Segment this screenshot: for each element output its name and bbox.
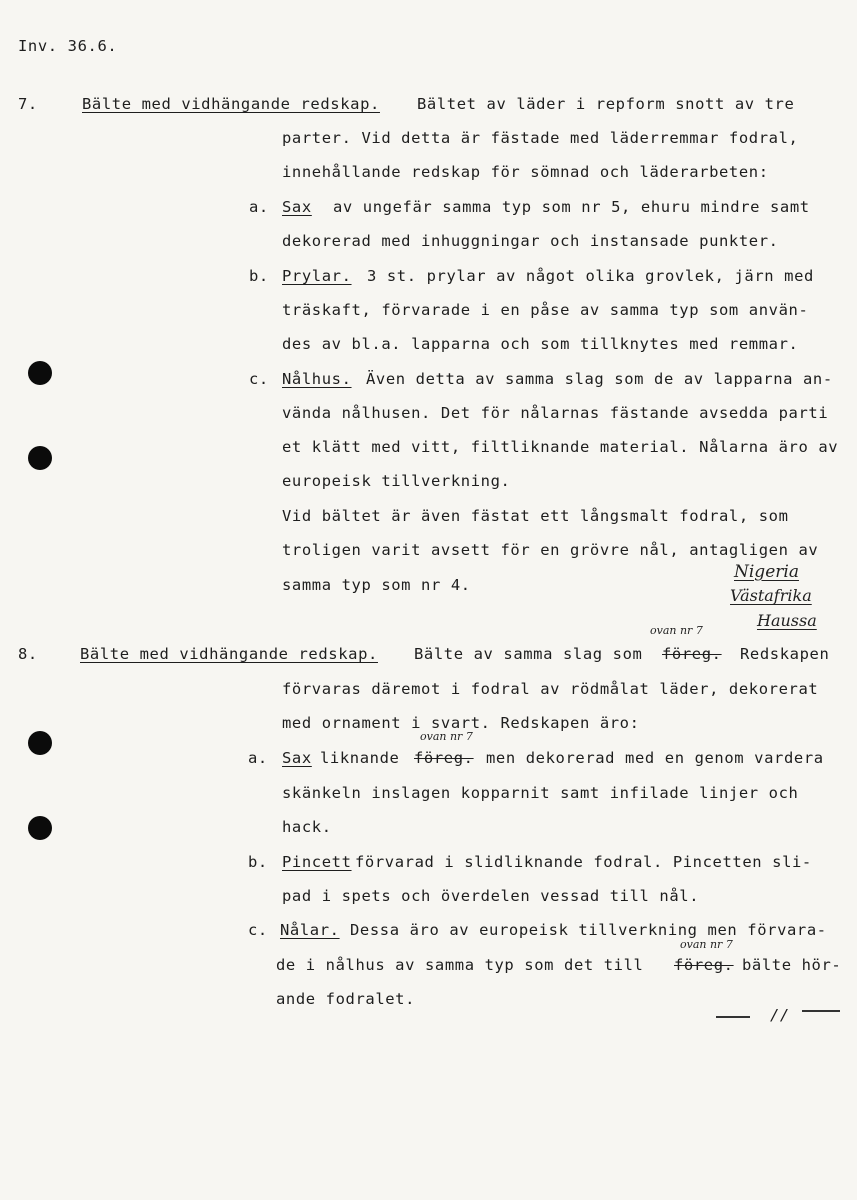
text-line: parter. Vid detta är fästade med läderremmar fodral, bbox=[282, 129, 799, 147]
text-line: 3 st. prylar av något olika grovlek, järn med bbox=[367, 267, 814, 285]
handwritten-annotation: Västafrika bbox=[730, 586, 812, 605]
struck-text: föreg. bbox=[414, 749, 474, 767]
end-dash bbox=[716, 1016, 750, 1018]
punch-hole bbox=[28, 361, 52, 385]
text-line: dekorerad med inhuggningar och instansade punkter. bbox=[282, 232, 779, 250]
text-line: Dessa äro av europeisk tillverkning men förvara- bbox=[350, 921, 827, 939]
handwritten-annotation: Nigeria bbox=[734, 562, 799, 582]
entry-heading: Bälte med vidhängande redskap. bbox=[82, 95, 380, 113]
text-line: europeisk tillverkning. bbox=[282, 472, 511, 490]
handwritten-annotation: Haussa bbox=[757, 611, 817, 630]
struck-text: föreg. bbox=[662, 645, 722, 663]
text-line: liknande bbox=[320, 749, 400, 767]
handwritten-correction: ovan nr 7 bbox=[680, 938, 733, 951]
handwritten-correction: ovan nr 7 bbox=[420, 730, 473, 743]
text-line: hack. bbox=[282, 818, 332, 836]
end-dash bbox=[802, 1010, 840, 1012]
text-line: träskaft, förvarade i en påse av samma typ som använ- bbox=[282, 301, 809, 319]
item-letter: b. bbox=[249, 267, 269, 285]
punch-hole bbox=[28, 731, 52, 755]
item-letter: a. bbox=[249, 198, 269, 216]
text-line: skänkeln inslagen kopparnit samt infilade linjer och bbox=[282, 784, 799, 802]
text-line: innehållande redskap för sömnad och läderarbeten: bbox=[282, 163, 769, 181]
text-line: men dekorerad med en genom vardera bbox=[486, 749, 824, 767]
text-line: av ungefär samma typ som nr 5, ehuru mindre samt bbox=[333, 198, 810, 216]
handwritten-correction: ovan nr 7 bbox=[650, 624, 703, 637]
item-term: Sax bbox=[282, 198, 312, 216]
text-line: förvarad i slidliknande fodral. Pincetten sli- bbox=[355, 853, 812, 871]
text-line: Bältet av läder i repform snott av tre bbox=[417, 95, 795, 113]
text-line: vända nålhusen. Det för nålarnas fästande avsedda parti bbox=[282, 404, 829, 422]
item-letter: b. bbox=[248, 853, 268, 871]
punch-hole bbox=[28, 816, 52, 840]
text-line: Vid bältet är även fästat ett långsmalt fodral, som bbox=[282, 507, 789, 525]
entry-number: 7. bbox=[18, 95, 38, 113]
item-term: Prylar. bbox=[282, 267, 352, 285]
item-term: Nålar. bbox=[280, 921, 340, 939]
item-term: Pincett bbox=[282, 853, 352, 871]
text-line: de i nålhus av samma typ som det till bbox=[276, 956, 644, 974]
item-letter: c. bbox=[249, 370, 269, 388]
inventory-number: Inv. 36.6. bbox=[18, 37, 118, 55]
item-term: Nålhus. bbox=[282, 370, 352, 388]
entry-heading: Bälte med vidhängande redskap. bbox=[80, 645, 378, 663]
text-line: förvaras däremot i fodral av rödmålat läder, dekorerat bbox=[282, 680, 819, 698]
punch-hole bbox=[28, 446, 52, 470]
text-line: Bälte av samma slag som bbox=[414, 645, 643, 663]
item-term: Sax bbox=[282, 749, 312, 767]
end-mark: // bbox=[770, 1006, 790, 1024]
struck-text: föreg. bbox=[674, 956, 734, 974]
text-line: et klätt med vitt, filtliknande material. Nålarna äro av bbox=[282, 438, 839, 456]
text-line: pad i spets och överdelen vessad till nål. bbox=[282, 887, 700, 905]
text-line: troligen varit avsett för en grövre nål, antagligen av bbox=[282, 541, 819, 559]
text-line: ande fodralet. bbox=[276, 990, 416, 1008]
text-line: samma typ som nr 4. bbox=[282, 576, 471, 594]
item-letter: c. bbox=[248, 921, 268, 939]
item-letter: a. bbox=[248, 749, 268, 767]
text-line: med ornament i svart. Redskapen äro: bbox=[282, 714, 640, 732]
text-line: des av bl.a. lapparna och som tillknytes med remmar. bbox=[282, 335, 799, 353]
text-line: bälte hör- bbox=[742, 956, 842, 974]
entry-number: 8. bbox=[18, 645, 38, 663]
text-line: Redskapen bbox=[740, 645, 830, 663]
text-line: Även detta av samma slag som de av lapparna an- bbox=[366, 370, 833, 388]
